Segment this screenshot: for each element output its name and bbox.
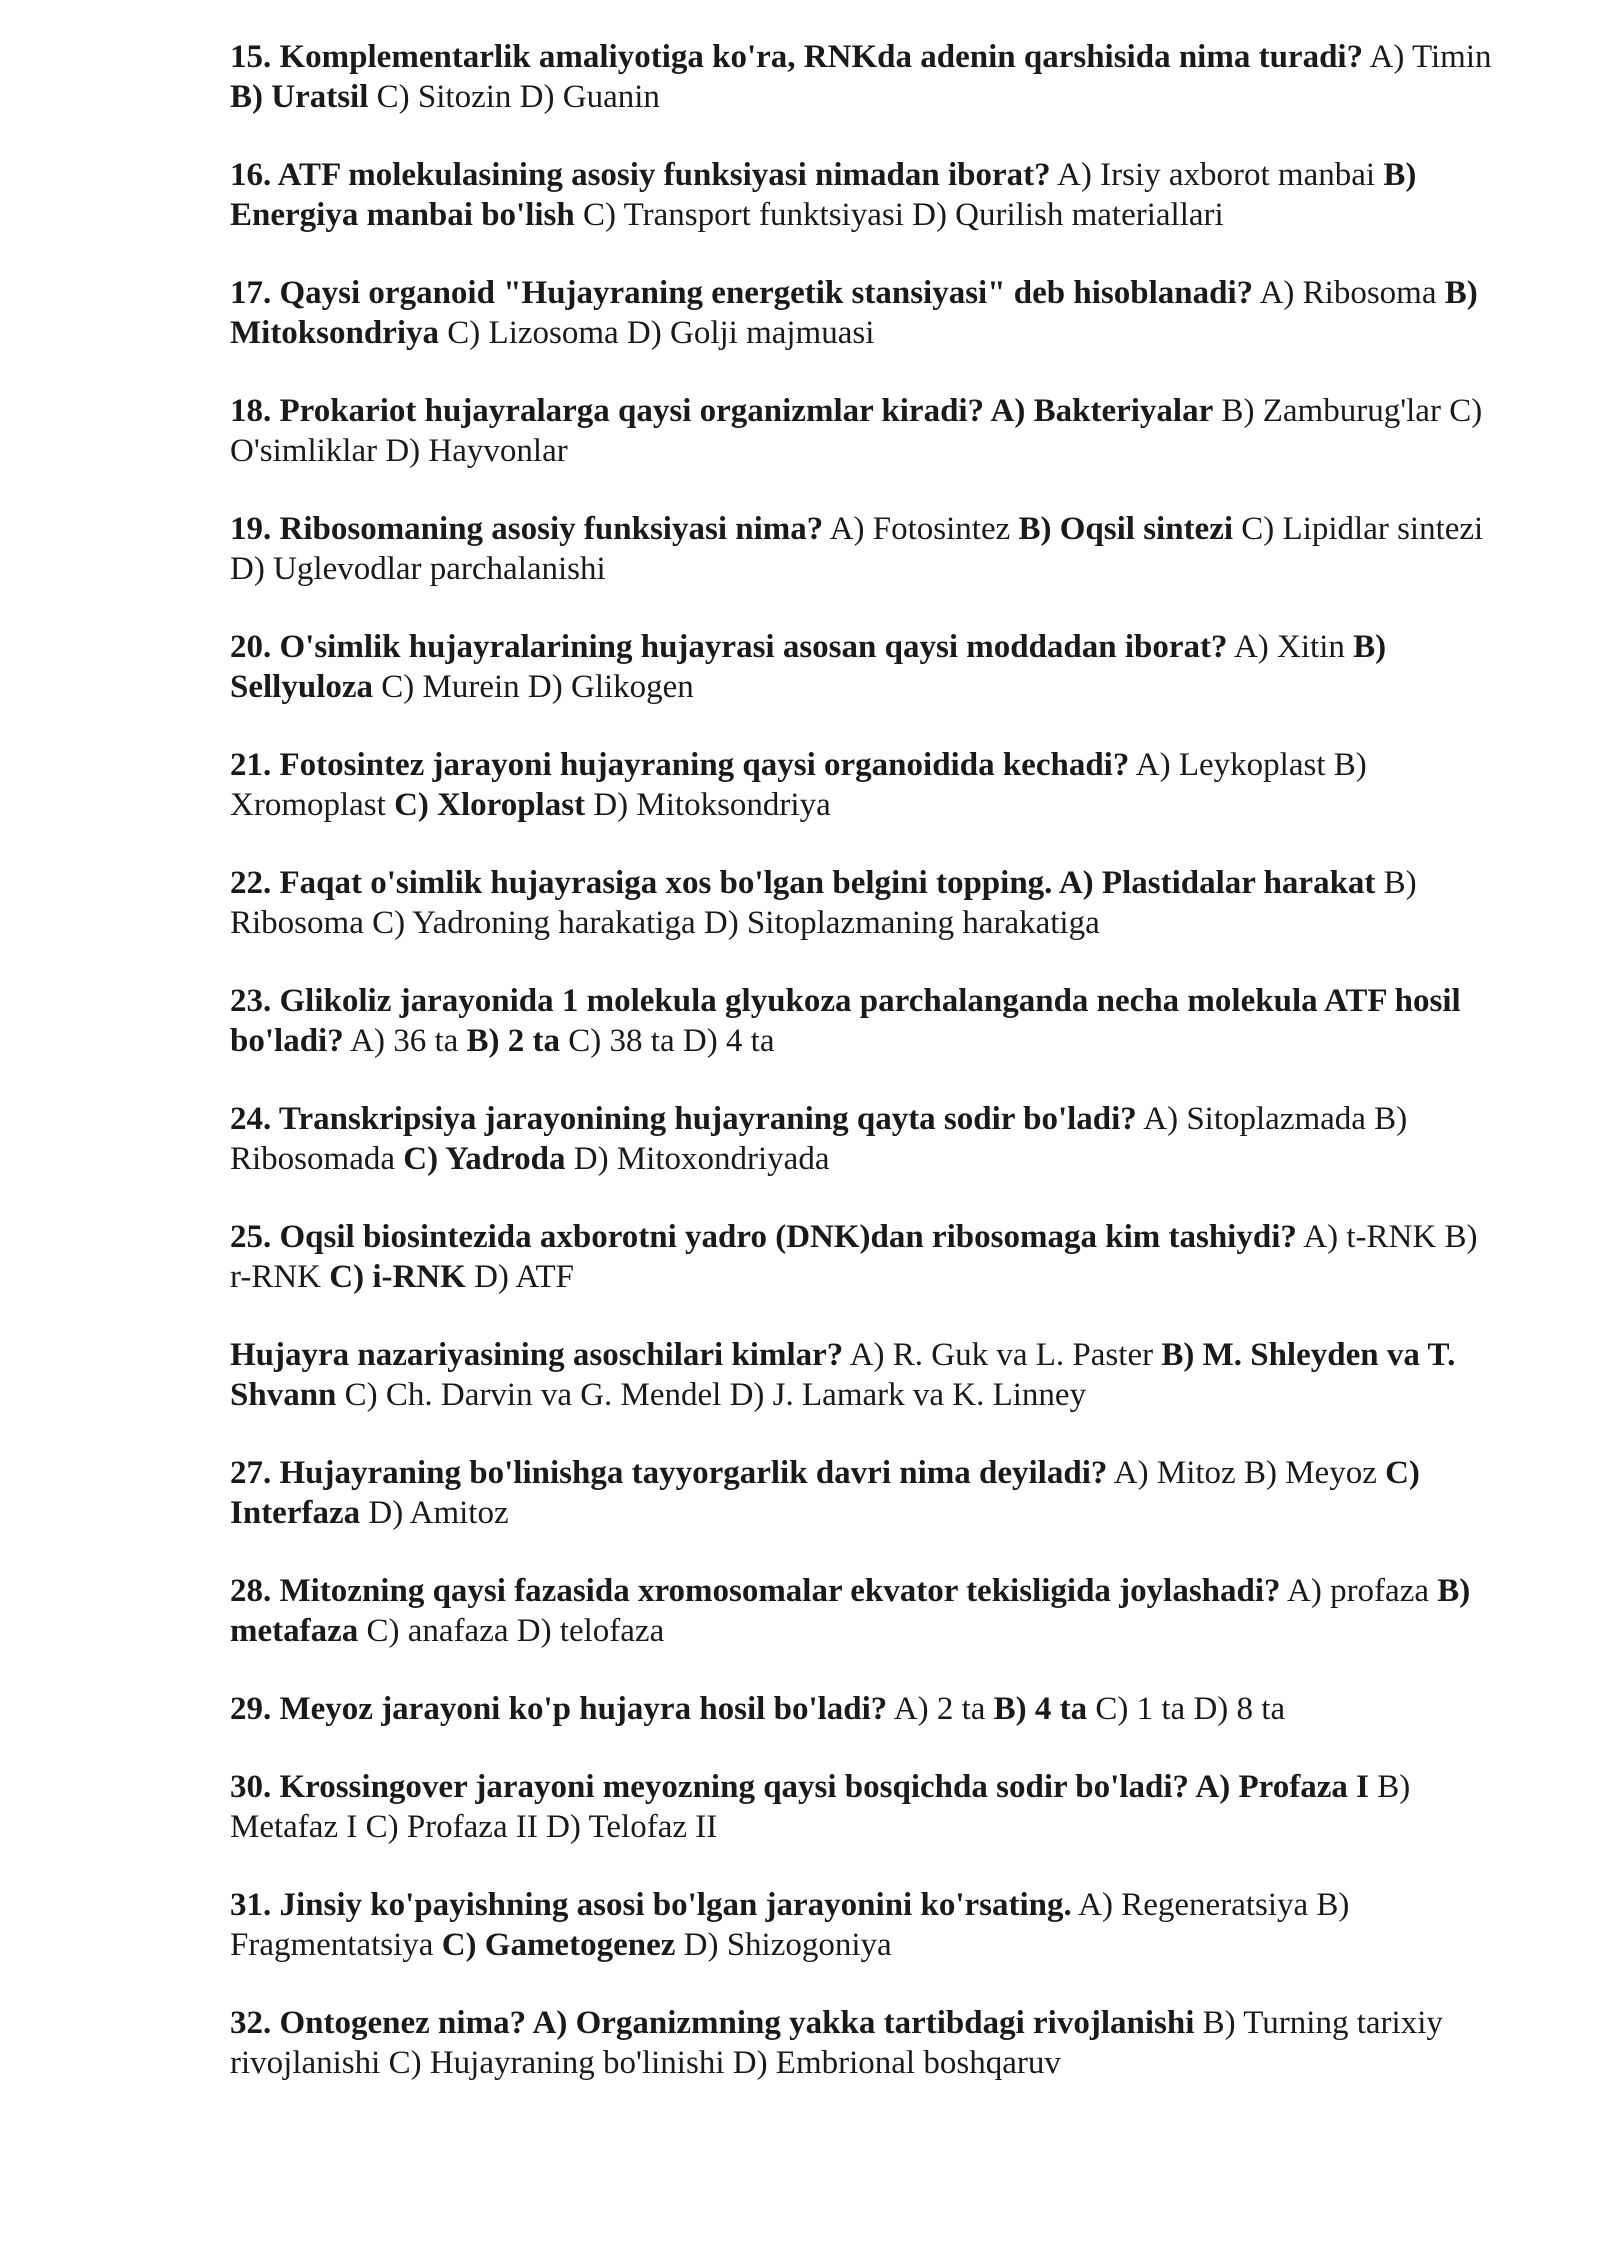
question-item bbox=[230, 155, 1505, 235]
bold-text-segment: 29. Meyoz jarayoni ko'p hujayra hosil bo'ladi? bbox=[230, 1691, 888, 1727]
text-segment: A) t-RNK B) r-RNK bbox=[230, 1219, 1478, 1295]
question-item bbox=[230, 1571, 1505, 1651]
bold-text-segment: 32. Ontogenez nima? A) Organizmning yakka tartibdagi rivojlanishi bbox=[230, 2005, 1195, 2041]
text-segment: A) Fotosintez bbox=[823, 511, 1019, 547]
bold-text-segment: C) Xloroplast bbox=[394, 787, 586, 823]
text-segment: A) Sitoplazmada B) Ribosomada bbox=[230, 1101, 1408, 1177]
bold-text-segment: 19. Ribosomaning asosiy funksiyasi nima? bbox=[230, 511, 824, 547]
text-segment: D) Mitoksondriya bbox=[585, 787, 831, 823]
bold-text-segment: 17. Qaysi organoid "Hujayraning energetik stansiyasi" deb hisoblanadi? bbox=[230, 275, 1254, 311]
question-item bbox=[230, 273, 1505, 353]
text-segment: A) profaza bbox=[1280, 1573, 1438, 1609]
bold-text-segment: 30. Krossingover jarayoni meyozning qaysi bosqichda sodir bo'ladi? A) Profaza I bbox=[230, 1769, 1369, 1805]
question-item bbox=[230, 981, 1505, 1061]
text-segment: C) anafaza D) telofaza bbox=[358, 1613, 665, 1649]
bold-text-segment: B) Oqsil sintezi bbox=[1018, 511, 1234, 547]
text-segment: D) Mitoxondriyada bbox=[565, 1141, 830, 1177]
text-segment: C) Transport funktsiyasi D) Qurilish materiallari bbox=[574, 197, 1224, 233]
question-item bbox=[230, 37, 1505, 117]
bold-text-segment: B) Energiya manbai bo'lish bbox=[230, 157, 1417, 233]
bold-text-segment: 28. Mitozning qaysi fazasida xromosomalar ekvator tekisligida joylashadi? bbox=[230, 1573, 1281, 1609]
text-segment: A) Xitin bbox=[1227, 629, 1354, 665]
question-item bbox=[230, 1453, 1505, 1533]
text-segment: D) Shizogoniya bbox=[675, 1927, 892, 1963]
bold-text-segment: 31. Jinsiy ko'payishning asosi bo'lgan jarayonini ko'rsating. bbox=[230, 1887, 1072, 1923]
document-page bbox=[230, 37, 1505, 2121]
text-segment: B) Ribosoma C) Yadroning harakatiga D) Sitoplazmaning harakatiga bbox=[230, 865, 1417, 941]
text-segment: C) Lipidlar sintezi D) Uglevodlar parchalanishi bbox=[230, 511, 1484, 587]
question-item bbox=[230, 1335, 1505, 1415]
text-segment: A) Timin bbox=[1363, 39, 1492, 75]
text-segment: B) Metafaz I C) Profaza II D) Telofaz II bbox=[230, 1769, 1411, 1845]
text-segment: A) Leykoplast B) Xromoplast bbox=[230, 747, 1367, 823]
question-item bbox=[230, 745, 1505, 825]
question-item bbox=[230, 1099, 1505, 1179]
text-segment: A) 2 ta bbox=[887, 1691, 994, 1727]
bold-text-segment: 27. Hujayraning bo'linishga tayyorgarlik davri nima deyiladi? bbox=[230, 1455, 1108, 1491]
bold-text-segment: B) metafaza bbox=[230, 1573, 1471, 1649]
bold-text-segment: C) Gametogenez bbox=[441, 1927, 676, 1963]
text-segment: D) ATF bbox=[465, 1259, 574, 1295]
text-segment: C) Murein D) Glikogen bbox=[373, 669, 694, 705]
question-item bbox=[230, 863, 1505, 943]
bold-text-segment: Hujayra nazariyasining asoschilari kimlar? bbox=[230, 1337, 844, 1373]
bold-text-segment: B) 4 ta bbox=[993, 1691, 1088, 1727]
bold-text-segment: 15. Komplementarlik amaliyotiga ko'ra, RNKda adenin qarshisida nima turadi? bbox=[230, 39, 1364, 75]
bold-text-segment: B) Uratsil bbox=[230, 79, 369, 115]
text-segment: A) Regeneratsiya B) Fragmentatsiya bbox=[230, 1887, 1350, 1963]
text-segment: A) Irsiy axborot manbai bbox=[1050, 157, 1384, 193]
bold-text-segment: 25. Oqsil biosintezida axborotni yadro (DNK)dan ribosomaga kim tashiydi? bbox=[230, 1219, 1297, 1255]
bold-text-segment: 16. ATF molekulasining asosiy funksiyasi nimadan iborat? bbox=[230, 157, 1051, 193]
question-list bbox=[230, 37, 1505, 2083]
bold-text-segment: C) Interfaza bbox=[230, 1455, 1420, 1531]
bold-text-segment: 23. Glikoliz jarayonida 1 molekula glyukoza parchalanganda necha molekula ATF hosil bo'ladi? bbox=[230, 983, 1461, 1059]
question-item bbox=[230, 1689, 1505, 1729]
text-segment: C) Sitozin D) Guanin bbox=[368, 79, 660, 115]
bold-text-segment: 20. O'simlik hujayralarining hujayrasi asosan qaysi moddadan iborat? bbox=[230, 629, 1228, 665]
question-item bbox=[230, 391, 1505, 471]
question-item bbox=[230, 2003, 1505, 2083]
text-segment: A) R. Guk va L. Paster bbox=[843, 1337, 1162, 1373]
bold-text-segment: C) Yadroda bbox=[403, 1141, 566, 1177]
text-segment: C) 1 ta D) 8 ta bbox=[1087, 1691, 1286, 1727]
text-segment: A) Mitoz B) Meyoz bbox=[1107, 1455, 1386, 1491]
bold-text-segment: B) M. Shleyden va T. Shvann bbox=[230, 1337, 1456, 1413]
bold-text-segment: 21. Fotosintez jarayoni hujayraning qaysi organoidida kechadi? bbox=[230, 747, 1130, 783]
text-segment: A) Ribosoma bbox=[1253, 275, 1445, 311]
text-segment: C) Lizosoma D) Golji majmuasi bbox=[439, 315, 875, 351]
question-item bbox=[230, 509, 1505, 589]
text-segment: D) Amitoz bbox=[360, 1495, 509, 1531]
text-segment: B) Zamburug'lar C) O'simliklar D) Hayvonlar bbox=[230, 393, 1483, 469]
text-segment: C) 38 ta D) 4 ta bbox=[560, 1023, 775, 1059]
bold-text-segment: C) i-RNK bbox=[329, 1259, 466, 1295]
question-item bbox=[230, 1217, 1505, 1297]
bold-text-segment: 18. Prokariot hujayralarga qaysi organizmlar kiradi? A) Bakteriyalar bbox=[230, 393, 1214, 429]
bold-text-segment: B) Sellyuloza bbox=[230, 629, 1387, 705]
question-item bbox=[230, 1885, 1505, 1965]
bold-text-segment: B) Mitoksondriya bbox=[230, 275, 1478, 351]
text-segment: A) 36 ta bbox=[343, 1023, 467, 1059]
question-item bbox=[230, 1767, 1505, 1847]
text-segment: B) Turning tarixiy rivojlanishi C) Hujayraning bo'linishi D) Embrional boshqaruv bbox=[230, 2005, 1443, 2081]
bold-text-segment: B) 2 ta bbox=[466, 1023, 561, 1059]
bold-text-segment: 24. Transkripsiya jarayonining hujayraning qayta sodir bo'ladi? bbox=[230, 1101, 1137, 1137]
question-item bbox=[230, 627, 1505, 707]
text-segment: C) Ch. Darvin va G. Mendel D) J. Lamark va K. Linney bbox=[336, 1377, 1087, 1413]
bold-text-segment: 22. Faqat o'simlik hujayrasiga xos bo'lgan belgini topping. A) Plastidalar harakat bbox=[230, 865, 1376, 901]
